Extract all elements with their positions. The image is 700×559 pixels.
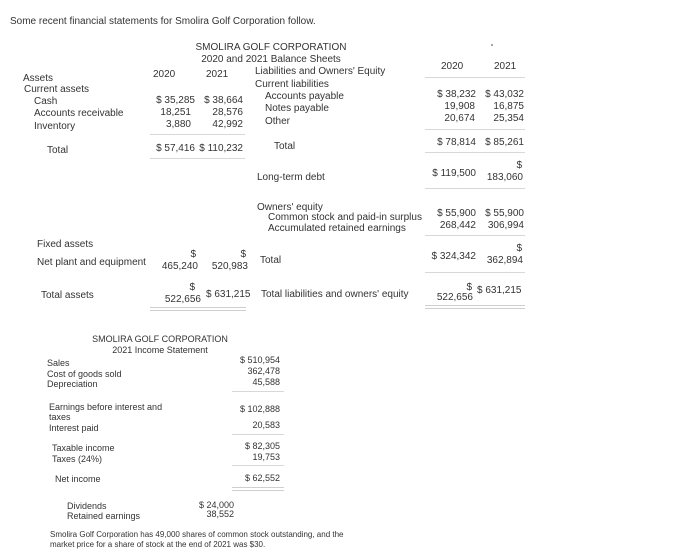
divider: [425, 152, 525, 153]
cl-total-2021: $ 85,261: [485, 137, 524, 148]
notes-2020: 19,908: [444, 101, 475, 112]
net-income-label: Net income: [55, 474, 101, 484]
receivable-label: Accounts receivable: [34, 108, 124, 119]
total-le-2020-symbol: $: [466, 282, 472, 293]
taxable-label: Taxable income: [52, 443, 115, 453]
cash-2021: $ 38,664: [204, 95, 243, 106]
cash-label: Cash: [34, 96, 58, 107]
fixed-assets-label: Fixed assets: [37, 239, 94, 250]
divider: [425, 308, 525, 309]
net-plant-2020-symbol: $: [190, 249, 196, 260]
retained-earnings-value: 38,552: [206, 509, 234, 519]
inventory-label: Inventory: [34, 121, 76, 132]
common-stock-2021: $ 55,900: [485, 208, 524, 219]
bs-company-name: SMOLIRA GOLF CORPORATION: [195, 42, 347, 53]
notes-label: Notes payable: [265, 103, 329, 114]
assets-header: Assets: [23, 73, 54, 84]
cash-2020: $ 35,285: [156, 95, 195, 106]
current-liab-label: Current liabilities: [255, 79, 329, 90]
net-plant-2020: 465,240: [161, 261, 198, 272]
divider: [425, 129, 525, 130]
sales-value: $ 510,954: [239, 355, 280, 365]
retained-earnings-label: Retained earnings: [67, 511, 141, 521]
is-company-name: SMOLIRA GOLF CORPORATION: [92, 334, 228, 344]
other-2021: 25,354: [493, 113, 524, 124]
divider: [232, 490, 284, 491]
retained-2021: 306,994: [487, 220, 524, 231]
footnote-line1: Smolira Golf Corporation has 49,000 shares of common stock outstanding, and the: [50, 530, 344, 539]
assets-year-2021: 2021: [206, 69, 229, 80]
interest-value: 20,583: [252, 420, 280, 430]
equity-total-2021: 362,894: [486, 255, 523, 266]
intro-text: Some recent financial statements for Smolira Golf Corporation follow.: [10, 16, 316, 27]
ltd-label: Long-term debt: [257, 172, 325, 183]
divider: [232, 391, 284, 392]
assets-year-2020: 2020: [153, 69, 176, 80]
total-assets-2020: 522,656: [164, 294, 201, 305]
payable-2021: $ 43,032: [485, 89, 524, 100]
total-le-2020: 522,656: [436, 292, 473, 303]
ca-total-2021: $ 110,232: [199, 143, 243, 154]
depreciation-value: 45,588: [252, 377, 280, 387]
payable-2020: $ 38,232: [437, 89, 476, 100]
total-assets-label: Total assets: [41, 290, 94, 301]
divider: [232, 465, 284, 466]
net-plant-2021: 520,983: [211, 261, 248, 272]
total-le-label: Total liabilities and owners' equity: [261, 289, 409, 300]
taxes-label: Taxes (24%): [52, 454, 103, 464]
ebit-label-line2: taxes: [49, 412, 71, 422]
divider: [425, 272, 525, 273]
inventory-2021: 42,992: [212, 119, 243, 130]
notes-2021: 16,875: [493, 101, 524, 112]
retained-2020: 268,442: [439, 220, 476, 231]
divider: [425, 77, 525, 78]
common-stock-label: Common stock and paid-in surplus: [268, 212, 422, 223]
divider: [232, 487, 284, 488]
divider: [425, 235, 525, 236]
ltd-2021-symbol: $: [516, 160, 522, 171]
ca-total-2020: $ 57,416: [156, 143, 195, 154]
divider: [425, 305, 525, 306]
liab-year-2021: 2021: [494, 61, 517, 72]
equity-total-2020: $ 324,342: [431, 251, 476, 262]
taxes-value: 19,753: [252, 452, 280, 462]
common-stock-2020: $ 55,900: [437, 208, 476, 219]
net-plant-label: Net plant and equipment: [37, 257, 146, 268]
receivable-2021: 28,576: [212, 107, 243, 118]
dividends-label: Dividends: [67, 501, 107, 511]
equity-total-2021-symbol: $: [516, 243, 522, 254]
divider: [425, 188, 525, 189]
divider: [232, 434, 284, 435]
is-title: 2021 Income Statement: [112, 345, 208, 355]
bs-title: 2020 and 2021 Balance Sheets: [201, 54, 341, 65]
decorative-dot: [491, 44, 493, 46]
liab-header: Liabilities and Owners' Equity: [255, 66, 386, 77]
cl-total-2020: $ 78,814: [437, 137, 476, 148]
footnote-line2: market price for a share of stock at the end of 2021 was $30.: [50, 540, 266, 549]
ltd-2020: $ 119,500: [432, 168, 476, 179]
oe-label: Owners' equity: [257, 202, 323, 213]
cl-total-label: Total: [274, 141, 296, 152]
cogs-label: Cost of goods sold: [47, 369, 122, 379]
net-income-value: $ 62,552: [244, 473, 280, 483]
sales-label: Sales: [47, 358, 70, 368]
depreciation-label: Depreciation: [47, 379, 98, 389]
divider: [150, 134, 245, 135]
ca-total-label: Total: [47, 145, 69, 156]
total-assets-2020-symbol: $: [189, 282, 195, 293]
interest-label: Interest paid: [49, 423, 99, 433]
ebit-label-line1: Earnings before interest and: [49, 402, 163, 412]
divider: [150, 307, 246, 308]
liab-year-2020: 2020: [441, 61, 464, 72]
ebit-value: $ 102,888: [239, 404, 280, 414]
payable-label: Accounts payable: [265, 91, 344, 102]
receivable-2020: 18,251: [160, 107, 191, 118]
net-plant-2021-symbol: $: [240, 249, 246, 260]
inventory-2020: 3,880: [165, 119, 191, 130]
equity-total-label: Total: [260, 255, 282, 266]
total-le-2021: $ 631,215: [477, 285, 522, 296]
current-assets-label: Current assets: [24, 84, 90, 95]
divider: [150, 158, 245, 159]
taxable-value: $ 82,305: [244, 441, 280, 451]
retained-label: Accumulated retained earnings: [268, 223, 406, 234]
ltd-2021: 183,060: [486, 172, 523, 183]
total-assets-2021: $ 631,215: [206, 289, 251, 300]
cogs-value: 362,478: [247, 366, 280, 376]
dividends-value: $ 24,000: [198, 500, 234, 510]
other-2020: 20,674: [444, 113, 475, 124]
divider: [150, 310, 246, 311]
other-label: Other: [265, 116, 291, 127]
